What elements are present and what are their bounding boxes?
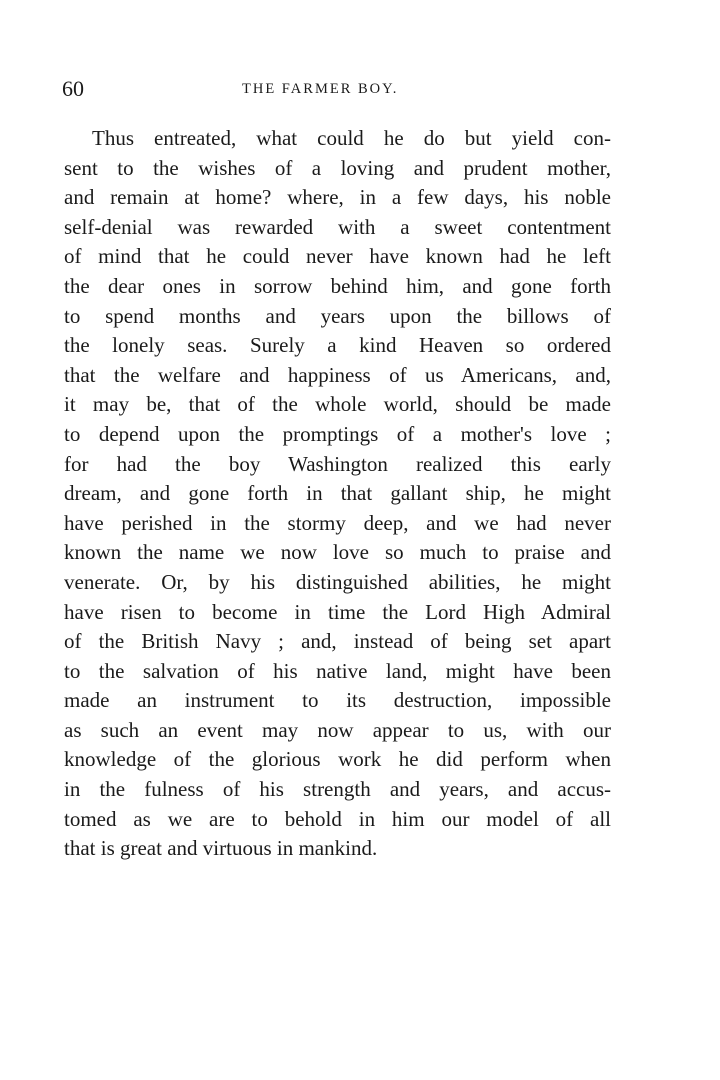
text-line: as such an event may now appear to us, with our xyxy=(64,717,611,742)
text-line: sent to the wishes of a loving and prudent mother, xyxy=(64,155,611,180)
text-line: to depend upon the promptings of a mother's love ; xyxy=(64,421,611,446)
text-line: Thus entreated, what could he do but yield con- xyxy=(92,126,611,150)
text-line: and remain at home? where, in a few days, his noble xyxy=(64,185,611,210)
text-line: have risen to become in time the Lord High Admiral xyxy=(64,599,611,624)
text-line: in the fulness of his strength and years, and accus- xyxy=(64,777,611,802)
text-line: of the British Navy ; and, instead of being set apart xyxy=(64,629,611,654)
text-line: to spend months and years upon the billows of xyxy=(64,303,611,328)
text-line: have perished in the stormy deep, and we had never xyxy=(64,510,611,535)
text-line: of mind that he could never have known had he left xyxy=(64,244,611,269)
text-line: for had the boy Washington realized this early xyxy=(64,451,611,476)
text-line: dream, and gone forth in that gallant ship, he might xyxy=(64,481,611,506)
running-title: THE FARMER BOY. xyxy=(242,81,399,97)
text-line: knowledge of the glorious work he did perform when xyxy=(64,747,611,772)
body-paragraph xyxy=(64,124,611,864)
text-line: that is great and virtuous in mankind. xyxy=(64,836,378,861)
text-line: it may be, that of the whole world, should be made xyxy=(64,392,611,417)
text-line: made an instrument to its destruction, impossible xyxy=(64,688,611,713)
page-number: 60 xyxy=(62,76,84,101)
text-line: self-denial was rewarded with a sweet contentment xyxy=(64,214,611,239)
text-line: tomed as we are to behold in him our model of all xyxy=(64,806,611,831)
text-line: the lonely seas. Surely a kind Heaven so ordered xyxy=(64,333,611,358)
text-line: that the welfare and happiness of us Americans, and, xyxy=(64,362,611,387)
text-line: to the salvation of his native land, might have been xyxy=(64,658,611,683)
text-line: known the name we now love so much to praise and xyxy=(64,540,611,565)
page-header xyxy=(62,74,662,104)
text-line: the dear ones in sorrow behind him, and gone forth xyxy=(64,273,611,298)
text-line: venerate. Or, by his distinguished abilities, he might xyxy=(64,569,611,594)
